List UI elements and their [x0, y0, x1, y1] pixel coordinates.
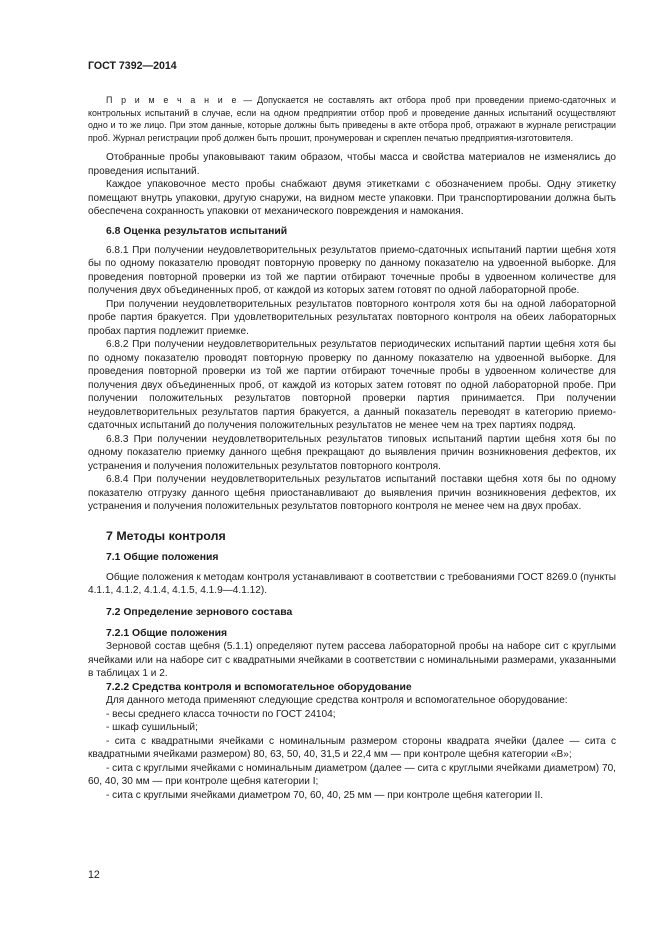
- section-heading-7: 7 Методы контроля: [106, 528, 226, 543]
- note-label: П р и м е ч а н и е: [106, 95, 239, 105]
- page-content: [88, 94, 616, 802]
- note-paragraph: [88, 94, 616, 144]
- section-heading-7-2-1: 7.2.1 Общие положения: [106, 627, 228, 639]
- paragraph: При получении неудовлетворительных результатов повторного контроля хотя бы на одной лабораторной пробе партия бракуется. При удовлетворительных результатах повторного контроля на обеих лабораторных пробах партия подлежит приемке.: [88, 298, 616, 337]
- section-heading-7-2: 7.2 Определение зернового состава: [106, 606, 293, 618]
- paragraph: Отобранные пробы упаковывают таким образом, чтобы масса и свойства материалов не изменялись до проведения испытаний.: [88, 152, 616, 177]
- document-header: ГОСТ 7392—2014: [88, 60, 177, 72]
- section-heading-7-2-2: 7.2.2 Средства контроля и вспомогательное оборудование: [106, 681, 412, 693]
- list-item: - сита с квадратными ячейками с номинальным размером стороны квадрата ячейки (далее — сита с квадратными ячейками размером) 80, 63, 50, 40, 31,5 и 22,4 мм — при контроле щебня категории «В»;: [88, 735, 616, 761]
- paragraph: 6.8.1 При получении неудовлетворительных результатов приемо-сдаточных испытаний партии щебня хотя бы по одному показателю проводят повторную проверку по данному показателю на удвоенной выборке. Для проведения повторной проверки из той же партии отбирают точечные пробы в удвоенном количестве для получения двух объединенных проб, от каждой из которых затем готовят по одной лабораторной пробе.: [88, 244, 616, 297]
- page-number: 12: [88, 869, 100, 881]
- paragraph: 6.8.2 При получении неудовлетворительных результатов периодических испытаний партии щебня хотя бы по одному показателю проводят повторную проверку по данному показателю на удвоенной выборке. Для проведения повторной проверки из той же партии отбирают точечные пробы в удвоенном количестве для получения двух объединенных проб, от каждой из которых затем готовят по одной лабораторной пробе. При получении положительных результатов повторной проверки партия принимается. При получении неудовлетворительных результатов партия бракуется, а данный показатель переводят в категорию приемо-сдаточных испытаний до получения положительных результатов не менее чем на трех партиях подряд.: [88, 339, 616, 432]
- list-item: - сита с круглыми ячейками с номинальным диаметром (далее — сита с круглыми ячейками диаметром) 70, 60, 40, 30 мм — при контроле щебня категории I;: [88, 762, 616, 788]
- section-heading-6-8: 6.8 Оценка результатов испытаний: [106, 225, 288, 237]
- paragraph: Для данного метода применяют следующие средства контроля и вспомогательное оборудование:: [106, 695, 568, 707]
- paragraph: 6.8.4 При получении неудовлетворительных результатов испытаний поставки щебня хотя бы по одному показателю отгрузку данного щебня приостанавливают до выявления причин возникновения дефектов, их устранения и получения положительных результатов повторного контроля не менее чем на двух пробах.: [88, 474, 616, 513]
- paragraph: Каждое упаковочное место пробы снабжают двумя этикетками с обозначением пробы. Одну этикетку помещают внутрь упаковки, другую снаружи, на видном месте упаковки. При транспортировании должна быть обеспечена сохранность упаковки от механического повреждения и намокания.: [88, 179, 616, 218]
- paragraph: Зерновой состав щебня (5.1.1) определяют путем рассева лабораторной пробы на наборе сит с круглыми ячейками или на наборе сит с квадратными ячейками в соответствии с номинальными размерами, указанными в таблицах 1 и 2.: [88, 641, 616, 680]
- note-text: — Допускается не составлять акт отбора проб при проведении приемо-сдаточных и контрольных испытаний в случае, если на одном предприятии отбор проб и проведение данных испытаний осуществляют одно и то же лицо. При этом данные, которые должны быть приведены в акте отбора проб, отражают в журнале регистрации проб. Журнал регистрации проб должен быть прошит, пронумерован и скреплен печатью предприятия-изготовителя.: [88, 95, 616, 143]
- paragraph: Общие положения к методам контроля устанавливают в соответствии с требованиями ГОСТ 8269.0 (пункты 4.1.1, 4.1.2, 4.1.4, 4.1.5, 4.1.9—4.1.12).: [88, 571, 616, 597]
- list-item: - сита с круглыми ячейками диаметром 70, 60, 40, 25 мм — при контроле щебня категории II.: [106, 789, 544, 801]
- list-item: - весы среднего класса точности по ГОСТ 24104;: [106, 708, 336, 720]
- list-item: - шкаф сушильный;: [106, 722, 198, 734]
- section-heading-7-1: 7.1 Общие положения: [106, 551, 219, 563]
- paragraph: 6.8.3 При получении неудовлетворительных результатов типовых испытаний партии щебня хотя бы по одному показателю приемку данного щебня прекращают до выявления причин возникновения дефектов, их устранения и получения положительных результатов повторного контроля.: [88, 433, 616, 472]
